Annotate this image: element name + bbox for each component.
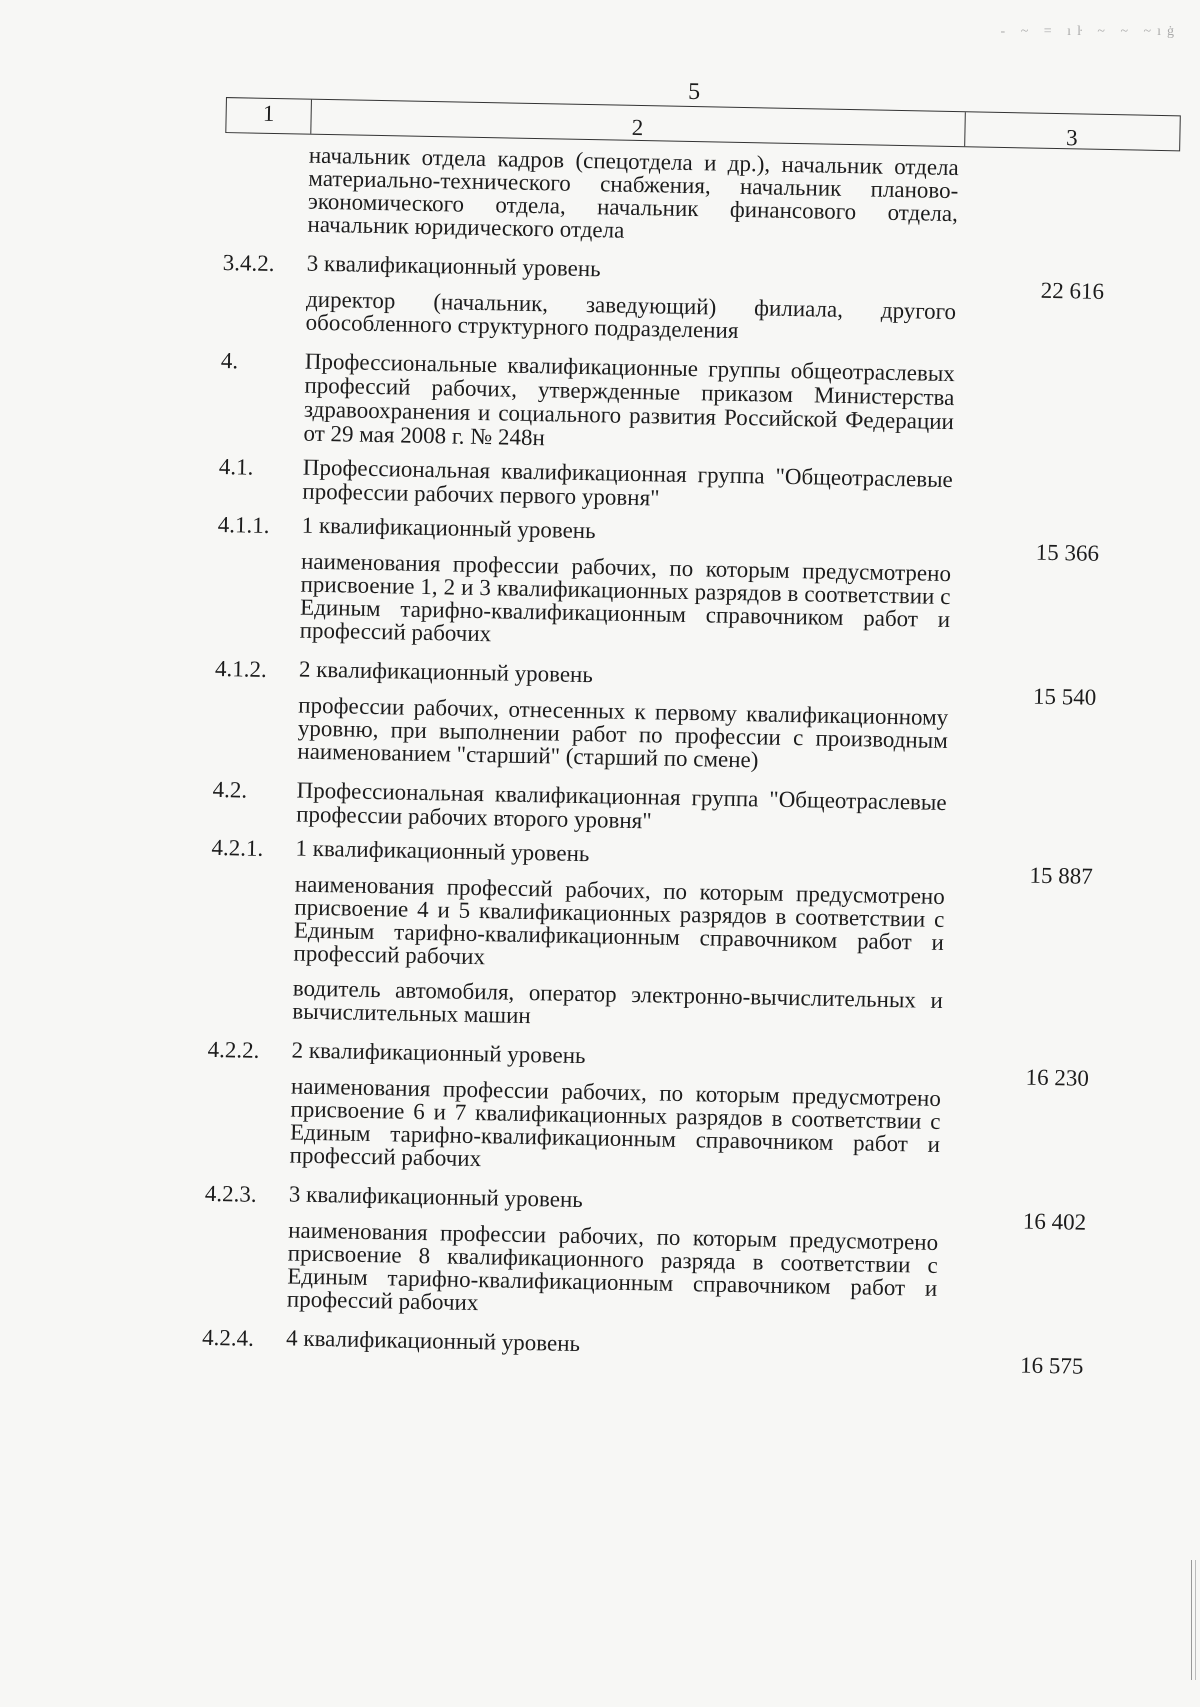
row-title: 2 квалификационный уровень: [298, 656, 594, 688]
row-salary-value: 16 402: [1022, 1208, 1087, 1235]
table-row: [201, 1324, 1157, 1379]
row-description: начальник отдела кадров (спецотдела и др.), начальник отдела материально-технического снабжения, начальник планово-экономического отдела, начальник финансового отдела, начальник юридического отдела: [307, 142, 960, 243]
table-row: [221, 250, 1177, 350]
table-row-continuation: [223, 142, 1180, 252]
page-number: 5: [687, 78, 701, 106]
row-code: 4.2.1.: [211, 834, 264, 861]
row-title: Профессиональные квалификационные группы общеотраслевых профессий рабочих, утвержденные приказом Министерства здравоохранения и социального развития Российской Федерации от 29 мая 2008 г. № 248н: [303, 348, 956, 451]
column-header-2: 2: [310, 100, 966, 147]
row-salary-value: 16 230: [1025, 1064, 1090, 1091]
table-row: [203, 1181, 1160, 1327]
row-code: 4.2.3.: [204, 1180, 257, 1207]
table-row: [212, 777, 1168, 843]
table-row: [218, 454, 1174, 520]
scan-artifact: - ~ = ıŀ ~ ~ ~ıġ: [1000, 24, 1180, 39]
row-title: Профессиональная квалификационная группа "Общеотраслевые профессии рабочих первого уровня": [302, 454, 954, 511]
table-row: [205, 1037, 1162, 1183]
row-salary-value: 16 575: [1019, 1352, 1084, 1379]
row-code: 4.1.2.: [214, 655, 267, 682]
row-title: 1 квалификационный уровень: [301, 512, 596, 544]
row-title: 2 квалификационный уровень: [291, 1037, 586, 1069]
row-code: 4.1.: [218, 453, 254, 480]
row-salary-value: 15 540: [1032, 683, 1097, 710]
scan-edge-mark: [1191, 1560, 1196, 1680]
row-code: 4.2.2.: [207, 1036, 260, 1063]
row-salary-value: 22 616: [1040, 277, 1105, 304]
table-body: [202, 142, 1180, 1383]
row-title: 4 квалификационный уровень: [285, 1325, 581, 1357]
row-title: 1 квалификационный уровень: [295, 835, 590, 867]
row-description: наименования профессии рабочих, по которым предусмотрено присвоение 8 квалификационного разряда в соответствии с Единым тарифно-квалификационным справочником работ и профессий рабочих: [286, 1217, 939, 1316]
row-code: 3.4.2.: [222, 250, 275, 277]
row-salary-value: 15 366: [1035, 539, 1100, 566]
row-salary-value: 15 887: [1029, 862, 1094, 889]
row-code: 4.2.: [212, 776, 248, 803]
row-title: 3 квалификационный уровень: [288, 1181, 584, 1213]
column-header-1: 1: [226, 98, 312, 134]
row-title: 3 квалификационный уровень: [306, 250, 601, 282]
row-description: профессии рабочих, отнесенных к первому квалификационному уровню, при выполнении работ по профессии с производным наименованием "старший" (старший по смене): [297, 692, 949, 773]
table-row: [213, 656, 1170, 779]
row-code: 4.1.1.: [217, 511, 270, 538]
row-description: наименования профессий рабочих, по которым предусмотрено присвоение 4 и 5 квалификационных разрядов в соответствии с Единым тарифно-квалификационным справочником работ и профессий рабочих: [293, 871, 946, 970]
column-header-3: 3: [1065, 125, 1078, 151]
row-description: наименования профессии рабочих, по которым предусмотрено присвоение 6 и 7 квалификационных разрядов в соответствии с Единым тарифно-квалификационным справочником работ и профессий рабочих: [289, 1073, 942, 1172]
table-row: [216, 512, 1173, 658]
row-description: наименования профессии рабочих, по которым предусмотрено присвоение 1, 2 и 3 квалификационных разрядов в соответствии с Единым тарифно-квалификационным справочником работ и профессий рабочих: [299, 548, 952, 647]
row-code: 4.: [220, 348, 239, 374]
row-description: директор (начальник, заведующий) филиала, другого обособленного структурного подразделения: [305, 286, 957, 343]
row-code: 4.2.4.: [201, 1324, 255, 1351]
table-row: [219, 348, 1176, 462]
table-row: [208, 835, 1166, 1039]
row-title: Профессиональная квалификационная группа "Общеотраслевые профессии рабочих второго уровня": [295, 777, 947, 834]
row-description: водитель автомобиля, оператор электронно-вычислительных и вычислительных машин: [292, 975, 944, 1029]
